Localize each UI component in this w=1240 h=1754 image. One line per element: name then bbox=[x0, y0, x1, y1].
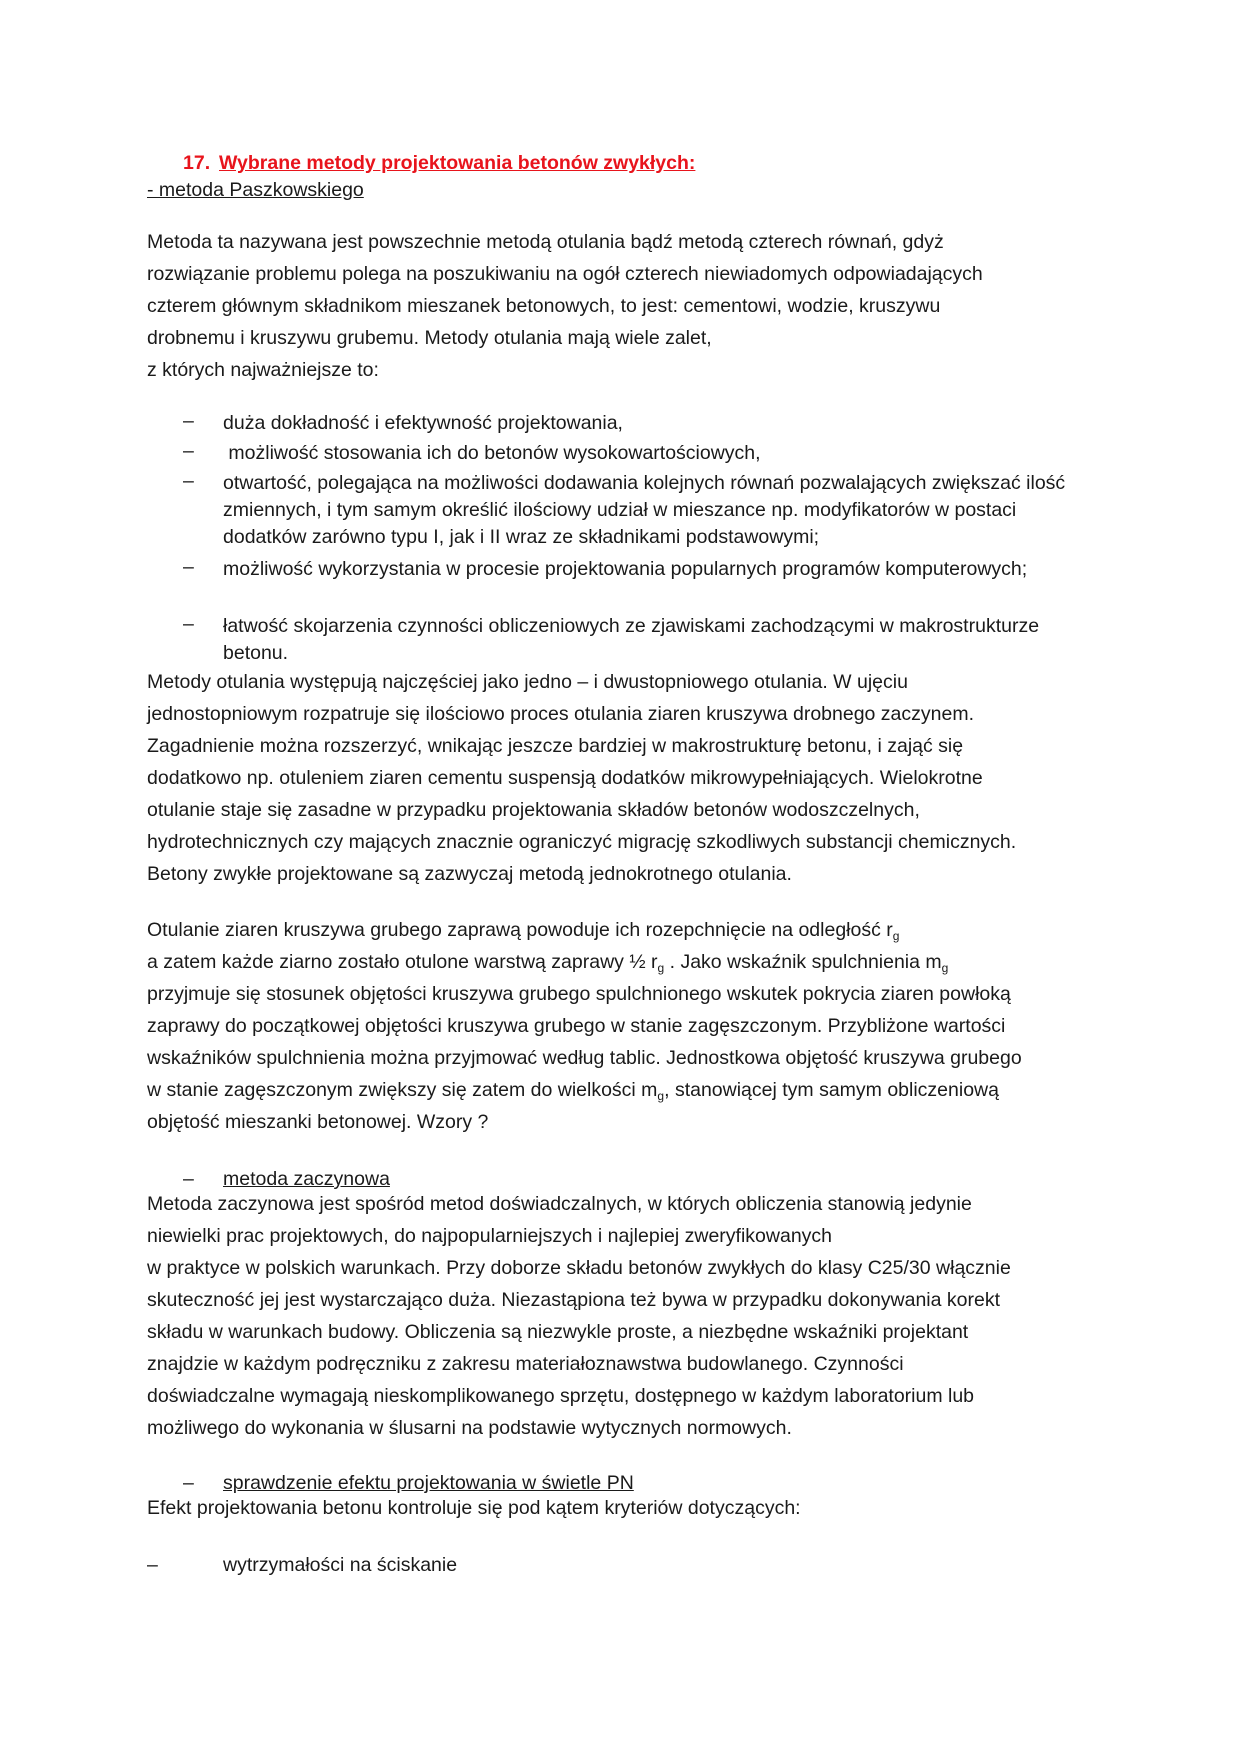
intro-line: drobnemu i kruszywu grubemu. Metody otulania mają wiele zalet, bbox=[147, 327, 712, 349]
heading-title: Wybrane metody projektowania betonów zwykłych: bbox=[219, 152, 696, 174]
list-dash: – bbox=[183, 440, 194, 462]
list-dash: – bbox=[183, 410, 194, 432]
list-item: duża dokładność i efektywność projektowania, bbox=[223, 412, 623, 434]
list-dash: – bbox=[183, 1168, 194, 1190]
list-dash: – bbox=[183, 613, 194, 635]
text-line: zaprawy do początkowej objętości kruszywa grubego w stanie zagęszczonym. Przybliżone wartości bbox=[147, 1015, 1006, 1037]
text-line: przyjmuje się stosunek objętości kruszywa grubego spulchnionego wskutek pokrycia ziaren powłoką bbox=[147, 983, 1011, 1005]
subtitle: - metoda Paszkowskiego bbox=[147, 179, 364, 201]
text-line: skuteczność jej jest wystarczająco duża. Niezastąpiona też bywa w przypadku dokonywania korekt bbox=[147, 1289, 1001, 1311]
intro-line: rozwiązanie problemu polega na poszukiwaniu na ogół czterech niewiadomych odpowiadających bbox=[147, 263, 983, 285]
text-line: niewielki prac projektowych, do najpopularniejszych i najlepiej zweryfikowanych bbox=[147, 1225, 833, 1247]
list-item: otwartość, polegająca na możliwości dodawania kolejnych równań pozwalających zwiększać ilość zmiennych, i tym samym określić ilościowy udział w mieszance np. modyfikatorów w postaci dodatków zarówno typu I, jak i II wraz ze składnikami podstawowymi; bbox=[223, 472, 1066, 548]
paragraph-wrapping-methods bbox=[147, 666, 1016, 890]
text-line: doświadczalne wymagają nieskomplikowanego sprzętu, dostępnego w każdym laboratorium lub bbox=[147, 1385, 975, 1407]
list-item: łatwość skojarzenia czynności obliczeniowych ze zjawiskami zachodzącymi w makrostrukturze betonu. bbox=[223, 615, 1040, 664]
intro-line: czterem głównym składnikom mieszanek betonowych, to jest: cementowi, wodzie, kruszywu bbox=[147, 295, 941, 317]
heading-number: 17. bbox=[183, 152, 211, 174]
section-title-verification: sprawdzenie efektu projektowania w świetle PN bbox=[223, 1472, 634, 1494]
paragraph-paste-method bbox=[147, 1188, 1011, 1444]
text-line: hydrotechnicznych czy mających znacznie ograniczyć migrację szkodliwych substancji chemicznych. bbox=[147, 831, 1017, 853]
verification-intro: Efekt projektowania betonu kontroluje się pod kątem kryteriów dotyczących: bbox=[147, 1497, 801, 1519]
text-line: składu w warunkach budowy. Obliczenia są niezwykle proste, a niezbędne wskaźniki projektant bbox=[147, 1321, 969, 1343]
list-item: możliwość wykorzystania w procesie projektowania popularnych programów komputerowych; bbox=[223, 558, 1028, 580]
list-dash: – bbox=[183, 556, 194, 578]
text-line: Zagadnienie można rozszerzyć, wnikając jeszcze bardziej w makrostrukturę betonu, i zająć się bbox=[147, 735, 964, 757]
list-item: możliwość stosowania ich do betonów wysokowartościowych, bbox=[223, 442, 761, 464]
text-line: otulanie staje się zasadne w przypadku projektowania składów betonów wodoszczelnych, bbox=[147, 799, 920, 821]
text-line: objętość mieszanki betonowej. Wzory ? bbox=[147, 1111, 489, 1133]
text-line: Metody otulania występują najczęściej jako jedno – i dwustopniowego otulania. W ujęciu bbox=[147, 671, 908, 693]
intro-line: z których najważniejsze to: bbox=[147, 359, 379, 381]
text-line: a zatem każde ziarno zostało otulone warstwą zaprawy ½ $r_g$ . Jako wskaźnik spulchnienia $m_g$ bbox=[147, 951, 949, 975]
text-line: dodatkowo np. otuleniem ziaren cementu suspensją dodatków mikrowypełniających. Wielokrotne bbox=[147, 767, 983, 789]
text-line: w praktyce w polskich warunkach. Przy doborze składu betonów zwykłych do klasy C25/30 włącznie bbox=[147, 1257, 1011, 1279]
list-dash: – bbox=[183, 1472, 194, 1494]
list-dash: – bbox=[183, 470, 194, 492]
text-line: jednostopniowym rozpatruje się ilościowo proces otulania ziaren kruszywa drobnego zaczynem. bbox=[147, 703, 974, 725]
intro-line: Metoda ta nazywana jest powszechnie metodą otulania bądź metodą czterech równań, gdyż bbox=[147, 231, 944, 253]
section-title-zaczynowa: metoda zaczynowa bbox=[223, 1168, 390, 1190]
text-line: Otulanie ziaren kruszywa grubego zaprawą powoduje ich rozepchnięcie na odległość $r_g$ bbox=[147, 919, 900, 943]
list-dash: – bbox=[147, 1554, 158, 1576]
text-line: możliwego do wykonania w ślusarni na podstawie wytycznych normowych. bbox=[147, 1417, 792, 1439]
text-line: wskaźników spulchnienia można przyjmować według tablic. Jednostkowa objętość kruszywa grubego bbox=[147, 1047, 1022, 1069]
intro-paragraph bbox=[147, 226, 983, 386]
criteria-item: wytrzymałości na ściskanie bbox=[223, 1554, 458, 1576]
text-line: w stanie zagęszczonym zwiększy się zatem do wielkości $m_g$, stanowiącej tym samym obliczeniową bbox=[147, 1079, 999, 1103]
text-line: Metoda zaczynowa jest spośród metod doświadczalnych, w których obliczenia stanowią jedynie bbox=[147, 1193, 972, 1215]
paragraph-coarse-aggregate bbox=[147, 914, 1022, 1138]
text-line: znajdzie w każdym podręczniku z zakresu materiałoznawstwa budowlanego. Czynności bbox=[147, 1353, 904, 1375]
text-line: Betony zwykłe projektowane są zazwyczaj metodą jednokrotnego otulania. bbox=[147, 863, 792, 885]
